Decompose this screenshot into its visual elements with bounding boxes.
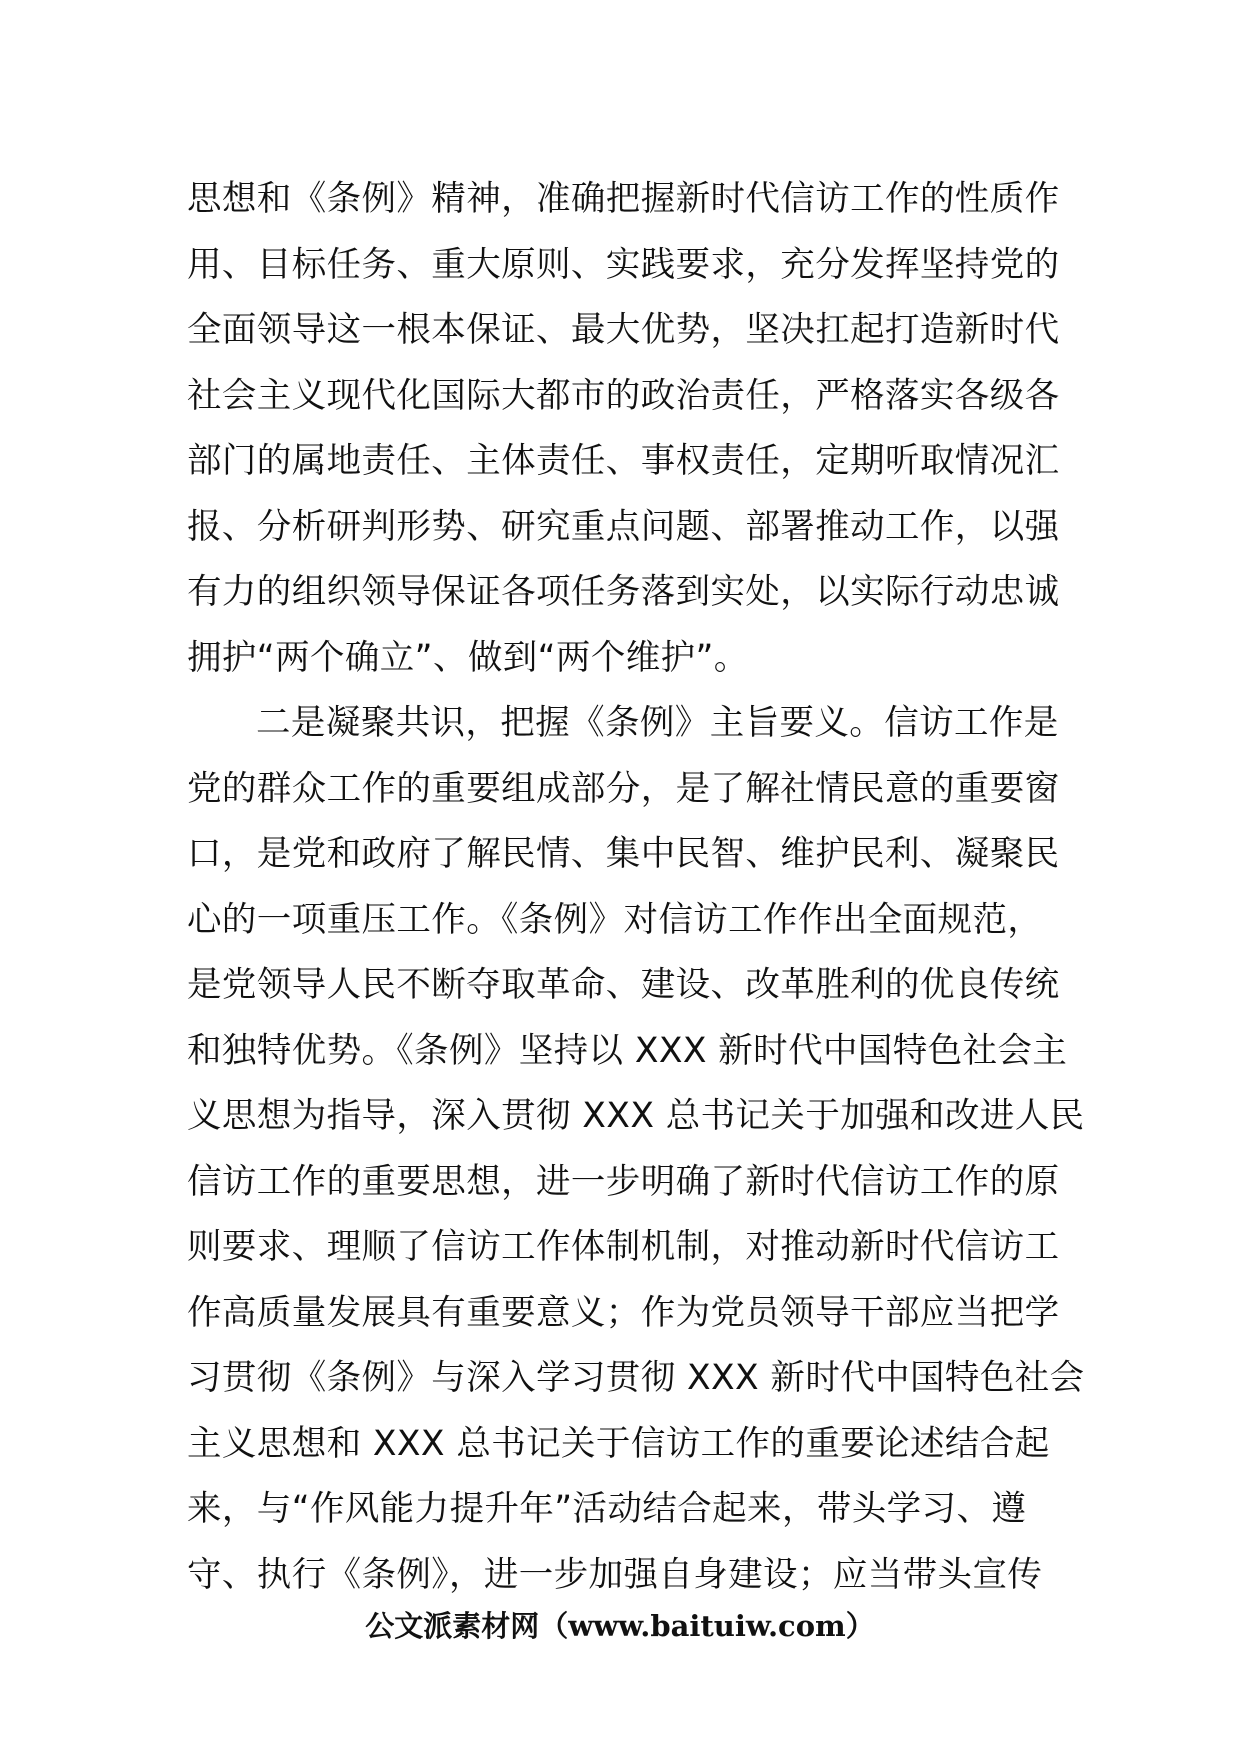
text-line: 拥护“两个确立”、做到“两个维护”。 [187, 637, 749, 678]
text-line: 全面领导这一根本保证、最大优势，坚决扛起打造新时代 [187, 310, 1060, 350]
paragraph-start-line: 二是凝聚共识，把握《条例》主旨要义。信访工作是 [256, 703, 1059, 743]
text-line: 用、目标任务、重大原则、实践要求，充分发挥坚持党的 [187, 244, 1060, 285]
text-line: 信访工作的重要思想，进一步明确了新时代信访工作的原 [187, 1161, 1060, 1202]
text-line: 是党领导人民不断夺取革命、建设、改革胜利的优良传统 [187, 965, 1060, 1005]
text-line: 习贯彻《条例》与深入学习贯彻 XXX 新时代中国特色社会 [187, 1358, 1085, 1398]
text-line: 主义思想和 XXX 总书记关于信访工作的重要论述结合起 [187, 1423, 1050, 1464]
text-line: 社会主义现代化国际大都市的政治责任，严格落实各级各 [187, 375, 1060, 416]
text-line: 则要求、理顺了信访工作体制机制，对推动新时代信访工 [187, 1227, 1060, 1267]
text-line: 报、分析研判形势、研究重点问题、部署推动工作，以强 [187, 506, 1060, 547]
text-line: 部门的属地责任、主体责任、事权责任，定期听取情况汇 [187, 441, 1060, 481]
footer-watermark: 公文派素材网（www.baituiw.com） [365, 1609, 875, 1643]
text-line: 和独特优势。《条例》坚持以 XXX 新时代中国特色社会主 [187, 1030, 1068, 1071]
text-line: 党的群众工作的重要组成部分，是了解社情民意的重要窗 [187, 768, 1060, 809]
text-line: 守、执行《条例》，进一步加强自身建设；应当带头宣传 [187, 1554, 1043, 1595]
document-body [187, 167, 1085, 1608]
text-line: 口，是党和政府了解民情、集中民智、维护民利、凝聚民 [187, 834, 1060, 874]
text-line: 思想和《条例》精神，准确把握新时代信访工作的性质作 [187, 179, 1060, 219]
text-line: 作高质量发展具有重要意义；作为党员领导干部应当把学 [187, 1292, 1060, 1333]
text-line: 义思想为指导，深入贯彻 XXX 总书记关于加强和改进人民 [187, 1096, 1085, 1136]
text-line: 心的一项重压工作。《条例》对信访工作作出全面规范， [187, 899, 1043, 940]
text-line: 来，与“作风能力提升年”活动结合起来，带头学习、遵 [187, 1489, 1027, 1529]
text-line: 有力的组织领导保证各项任务落到实处，以实际行动忠诚 [187, 572, 1060, 612]
